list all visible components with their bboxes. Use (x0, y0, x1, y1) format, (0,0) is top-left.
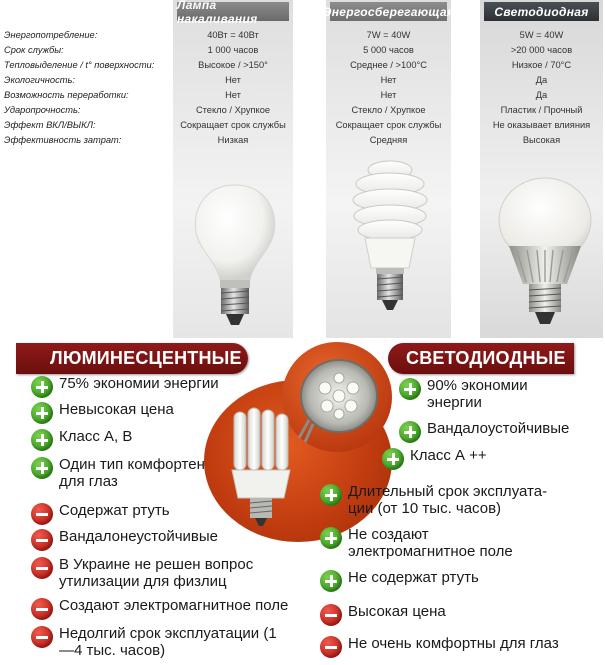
row-label-onoff: Эффект ВКЛ/ВЫКЛ: (4, 120, 96, 130)
plus-icon (31, 429, 53, 451)
fluorescent-item (31, 557, 281, 590)
led-spot-lamp-icon (289, 350, 385, 446)
fluorescent-title-bar (16, 343, 248, 374)
led-item-text: Вандалоустойчивые (427, 420, 570, 437)
plus-icon (320, 570, 342, 592)
cell-power-cfl: 7W = 40W (366, 30, 411, 40)
cell-lifespan-incandescent: 1 000 часов (207, 45, 259, 55)
column-header-led: Светодиодная (484, 2, 599, 21)
incandescent-bulb-icon (190, 180, 280, 330)
minus-icon (31, 626, 53, 648)
fluorescent-item (31, 503, 231, 525)
fluorescent-item-text: Невысокая цена (59, 401, 174, 418)
led-item (320, 604, 570, 626)
led-item-text: Длительный срок эксплуата-ции (от 10 тыс. часов) (348, 483, 548, 517)
row-label-lifespan: Срок службы: (4, 45, 64, 55)
cell-durability-incandescent: Стекло / Хрупкое (195, 105, 271, 115)
row-label-eco: Экологичность: (4, 75, 75, 85)
minus-icon (320, 604, 342, 626)
cell-durability-led: Пластик / Прочный (500, 105, 583, 115)
fluorescent-item-text: Вандалонеустойчивые (59, 528, 218, 545)
row-label-heat: Тепловыделение / t° поверхности: (4, 60, 155, 70)
led-item (320, 636, 600, 658)
fluorescent-item (31, 376, 251, 398)
led-item (320, 484, 570, 517)
plus-icon (382, 448, 404, 470)
fluorescent-item (31, 529, 251, 551)
led-bulb-icon (495, 172, 595, 330)
cell-efficiency-incandescent: Низкая (217, 135, 249, 145)
fluorescent-title: ЛЮМИНЕСЦЕНТНЫЕ (50, 348, 242, 368)
cell-recycling-cfl: Нет (380, 90, 397, 100)
led-item-text: Не очень комфортны для глаз (348, 635, 559, 652)
cfl-spiral-bulb-icon (345, 150, 435, 330)
column-header-incandescent: Лампа накаливания (177, 2, 289, 21)
cell-durability-cfl: Стекло / Хрупкое (351, 105, 426, 115)
led-item-text: Не создают электромагнитное поле (348, 526, 513, 560)
fluorescent-item-text: Недолгий срок эксплуатации (1—4 тыс. часов) (59, 625, 277, 659)
fluorescent-item (31, 402, 251, 424)
led-item-text: Класс А ++ (410, 447, 487, 464)
row-label-efficiency: Эффективность затрат: (4, 135, 122, 145)
cell-onoff-cfl: Сокращает срок службы (335, 120, 442, 130)
plus-icon (31, 402, 53, 424)
cell-eco-cfl: Нет (380, 75, 397, 85)
minus-icon (31, 529, 53, 551)
row-label-durability: Ударопрочность: (4, 105, 81, 115)
led-item (399, 378, 579, 411)
led-item-text: Высокая цена (348, 603, 446, 620)
fluorescent-item-text: Класс А, В (59, 428, 133, 445)
fluorescent-item-text: В Украине не решен вопрос утилизации для физлиц (59, 556, 254, 590)
cell-eco-led: Да (535, 75, 548, 85)
column-header-cfl: Энергосберегающая (330, 2, 447, 21)
cell-heat-cfl: Среднее / >100°C (350, 60, 427, 70)
fluorescent-item-text: Содержат ртуть (59, 502, 170, 519)
cell-efficiency-cfl: Средняя (369, 135, 408, 145)
cell-power-led: 5W = 40W (519, 30, 564, 40)
minus-icon (31, 503, 53, 525)
cell-eco-incandescent: Нет (225, 75, 241, 85)
cell-onoff-led: Не оказывает влияния (492, 120, 591, 130)
cell-lifespan-cfl: 5 000 часов (363, 45, 414, 55)
fluorescent-item-text: Создают электромагнитное поле (59, 597, 289, 614)
minus-icon (320, 636, 342, 658)
cell-heat-incandescent: Высокое / >150° (198, 60, 268, 70)
cell-efficiency-led: Высокая (522, 135, 561, 145)
fluorescent-item (31, 598, 321, 620)
plus-icon (31, 376, 53, 398)
led-item-text: 90% экономии энергии (427, 377, 528, 411)
fluorescent-item (31, 429, 251, 451)
fluorescent-item (31, 457, 211, 490)
minus-icon (31, 557, 53, 579)
led-item-text: Не содержат ртуть (348, 569, 479, 586)
plus-icon (320, 527, 342, 549)
plus-icon (31, 457, 53, 479)
led-item (399, 421, 599, 443)
led-title: СВЕТОДИОДНЫЕ (406, 348, 566, 368)
cell-heat-led: Низкое / 70°C (511, 60, 572, 70)
fluorescent-item (31, 626, 291, 659)
cell-power-incandescent: 40Вт = 40Вт (207, 30, 259, 40)
cell-onoff-incandescent: Сокращает срок службы (180, 120, 286, 130)
fluorescent-item-text: Один тип комфортен для глаз (59, 456, 205, 490)
led-item (382, 448, 582, 470)
led-title-bar (388, 343, 574, 374)
plus-icon (399, 421, 421, 443)
minus-icon (31, 598, 53, 620)
plus-icon (320, 484, 342, 506)
cell-recycling-led: Да (535, 90, 548, 100)
led-item (320, 570, 570, 592)
row-label-power: Энергопотребление: (4, 30, 98, 40)
cell-recycling-incandescent: Нет (225, 90, 241, 100)
led-item (320, 527, 560, 560)
plus-icon (399, 378, 421, 400)
row-label-recycling: Возможность переработки: (4, 90, 129, 100)
fluorescent-item-text: 75% экономии энергии (59, 375, 219, 392)
cell-lifespan-led: >20 000 часов (510, 45, 573, 55)
